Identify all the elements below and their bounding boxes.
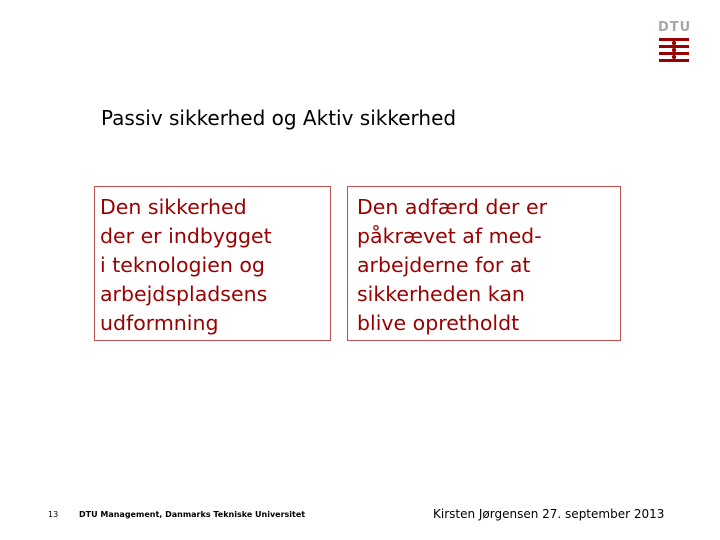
box-text-line: påkrævet af med- xyxy=(357,224,542,248)
box-text-line: arbejderne for at xyxy=(357,253,531,277)
box-text-line: Den sikkerhed xyxy=(100,195,247,219)
footer-organization: DTU Management, Danmarks Tekniske Universitet xyxy=(79,510,306,519)
page-number: 13 xyxy=(48,510,59,519)
box-text-line: der er indbygget xyxy=(100,224,272,248)
box-text-line: udformning xyxy=(100,311,219,335)
active-safety-box xyxy=(347,186,621,341)
box-text-line: Den adfærd der er xyxy=(357,195,548,219)
passive-safety-box xyxy=(94,186,331,341)
box-text-line: blive opretholdt xyxy=(357,311,520,335)
box-text-line: arbejdspladsens xyxy=(100,282,268,306)
dtu-logo-mark-icon xyxy=(658,38,690,66)
dtu-logo-text: DTU xyxy=(658,20,692,35)
box-text-line: i teknologien og xyxy=(100,253,265,277)
footer-author-date: Kirsten Jørgensen 27. september 2013 xyxy=(433,507,665,521)
dtu-logo xyxy=(658,20,690,66)
box-text-line: sikkerheden kan xyxy=(357,282,525,306)
slide-title: Passiv sikkerhed og Aktiv sikkerhed xyxy=(101,106,457,130)
